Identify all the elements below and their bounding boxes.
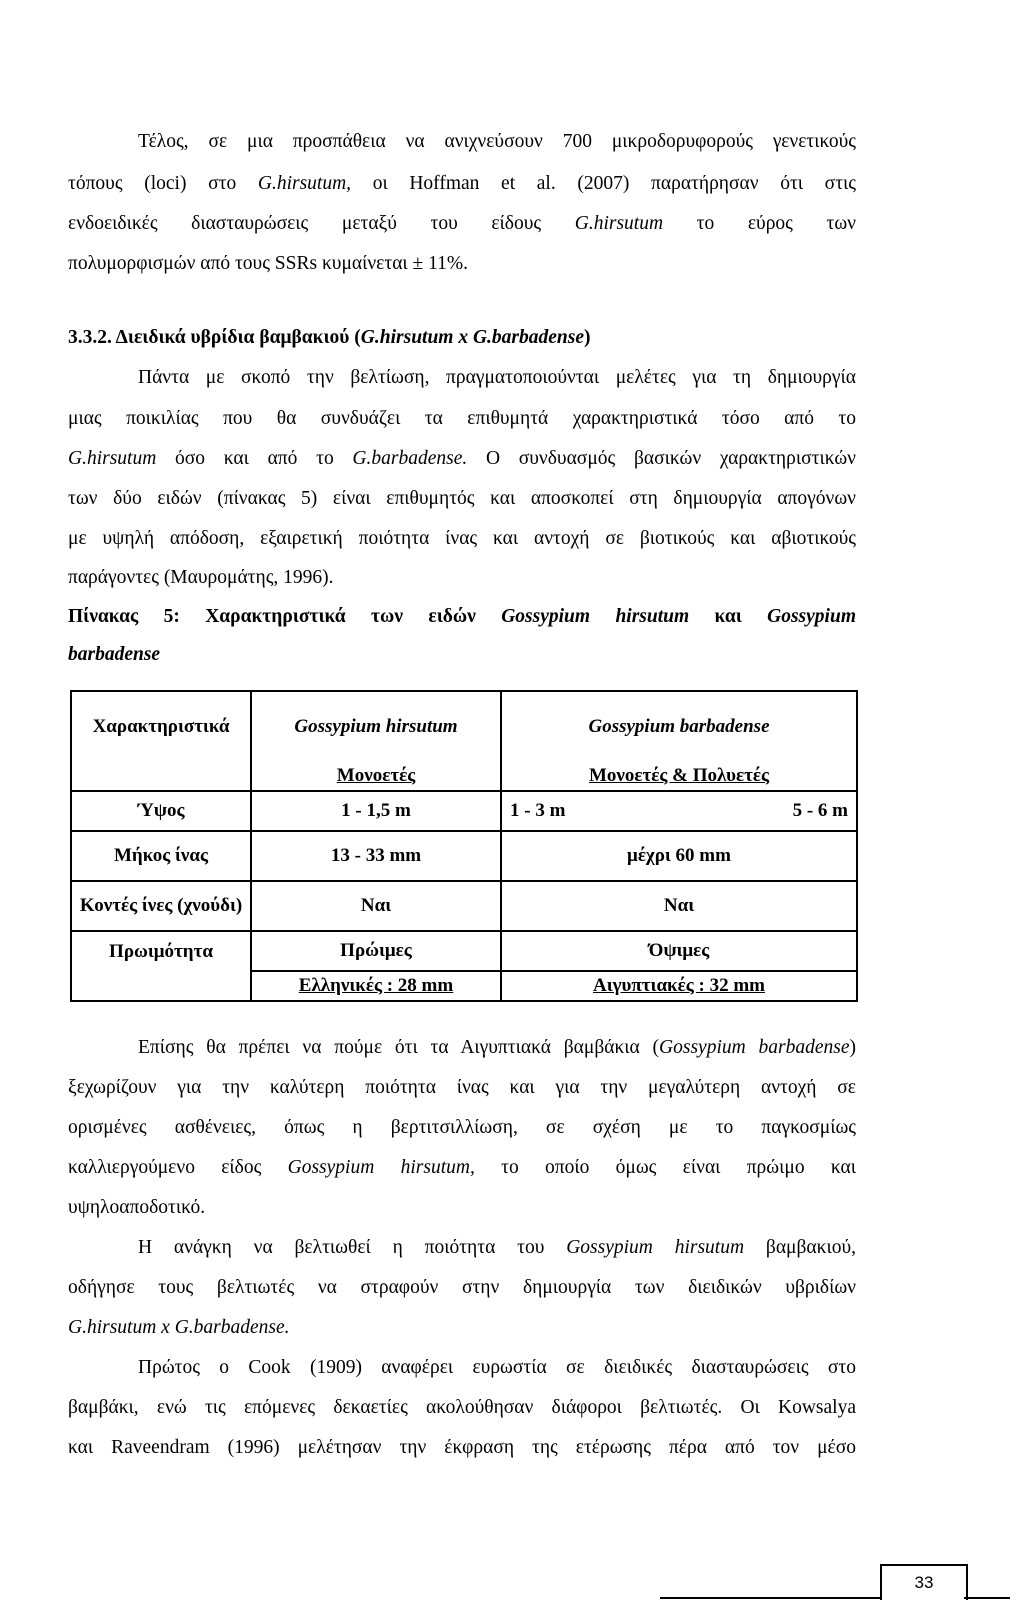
para4-line-3: και Raveendram (1996) μελέτησαν την έκφραση της ετέρωσης πέρα από τον μέσο: [68, 1437, 856, 1458]
table-cell: Ελληνικές : 28 mm: [251, 971, 501, 1001]
table-cell: Όψιμες: [501, 931, 857, 971]
section-heading: 3.3.2. Διειδικά υβρίδια βαμβακιού (G.hirsutum x G.barbadense): [68, 327, 591, 348]
para2-line-1: Επίσης θα πρέπει να πούμε ότι τα Αιγυπτιακά βαμβάκια (Gossypium barbadense): [138, 1037, 856, 1058]
table-cell: Αιγυπτιακές : 32 mm: [501, 971, 857, 1001]
header-characteristics: Χαρακτηριστικά: [71, 691, 251, 761]
table-cell: Μονοετές & Πολυετές: [501, 761, 857, 791]
table-row: [71, 881, 857, 931]
table-cell: 13 - 33 mm: [251, 831, 501, 881]
table-cell: [71, 761, 251, 791]
table-cell: Ναι: [501, 881, 857, 931]
para1-line-1: Πάντα με σκοπό την βελτίωση, πραγματοποιούνται μελέτες για τη δημιουργία: [138, 367, 856, 388]
table-row: [71, 761, 857, 791]
table-cell: Πρωιμότητα: [71, 931, 251, 971]
header-hirsutum: Gossypium hirsutum: [251, 691, 501, 761]
table-cell: Κοντές ίνες (χνούδι): [71, 881, 251, 931]
para1-line-6: παράγοντες (Μαυρομάτης, 1996).: [68, 567, 334, 588]
intro-line-3: ενδοειδικές διασταυρώσεις μεταξύ του είδους G.hirsutum το εύρος των: [68, 213, 856, 234]
table-cell: Ύψος: [71, 791, 251, 831]
footer-rule-right: [964, 1597, 1010, 1599]
intro-line-4: πολυμορφισμών από τους SSRs κυμαίνεται ± 11%.: [68, 253, 469, 274]
table-cell: 1 - 1,5 m: [251, 791, 501, 831]
table-row: [71, 931, 857, 971]
para1-line-4: των δύο ειδών (πίνακας 5) είναι επιθυμητός και αποσκοπεί στη δημιουργία απογόνων: [68, 488, 856, 509]
table-cell: Πρώιμες: [251, 931, 501, 971]
header-barbadense: Gossypium barbadense: [501, 691, 857, 761]
table-cell: Ναι: [251, 881, 501, 931]
table-cell: 1 - 3 m 5 - 6 m: [501, 791, 857, 831]
para1-line-3: G.hirsutum όσο και από το G.barbadense. Ο συνδυασμός βασικών χαρακτηριστικών: [68, 448, 856, 469]
para4-line-2: βαμβάκι, ενώ τις επόμενες δεκαετίες ακολούθησαν διάφοροι βελτιωτές. Οι Kowsalya: [68, 1397, 856, 1418]
table-header-row: [71, 691, 857, 761]
table-caption: Πίνακας 5: Χαρακτηριστικά των ειδών Gossypium hirsutum και Gossypium: [68, 606, 856, 627]
table-cell: μέχρι 60 mm: [501, 831, 857, 881]
species-name: G.hirsutum,: [257, 173, 352, 194]
para1-line-2: μιας ποικιλίας που θα συνδυάζει τα επιθυμητά χαρακτηριστικά τόσο από το: [68, 408, 856, 429]
table-row: [71, 971, 857, 1001]
para2-line-3: ορισμένες ασθένειες, όπως η βερτιτσιλλίωση, σε σχέση με το παγκοσμίως: [68, 1117, 856, 1138]
species-name: G.hirsutum: [574, 213, 664, 234]
page-number: 33: [880, 1564, 968, 1600]
para2-line-5: υψηλοαποδοτικό.: [68, 1197, 206, 1218]
para3-line-2: οδήγησε τους βελτιωτές να στραφούν στην δημιουργία των διειδικών υβριδίων: [68, 1277, 856, 1298]
footer-rule-left: [660, 1597, 882, 1599]
para3-line-3: G.hirsutum x G.barbadense.: [68, 1317, 290, 1338]
table-cell: [71, 971, 251, 1001]
intro-line-2: τόπους (loci) στο G.hirsutum, οι Hoffman et al. (2007) παρατήρησαν ότι στις: [68, 173, 856, 194]
table-caption-cont: barbadense: [68, 644, 161, 665]
table-row: [71, 791, 857, 831]
para3-line-1: Η ανάγκη να βελτιωθεί η ποιότητα του Gossypium hirsutum βαμβακιού,: [138, 1237, 856, 1258]
table-row: [71, 831, 857, 881]
para2-line-2: ξεχωρίζουν για την καλύτερη ποιότητα ίνας και για την μεγαλύτερη αντοχή σε: [68, 1077, 856, 1098]
table-cell: Μήκος ίνας: [71, 831, 251, 881]
para2-line-4: καλλιεργούμενο είδος Gossypium hirsutum, το οποίο όμως είναι πρώιμο και: [68, 1157, 856, 1178]
species-table: [70, 690, 858, 1002]
para1-line-5: με υψηλή απόδοση, εξαιρετική ποιότητα ίνας και αντοχή σε βιοτικούς και αβιοτικούς: [68, 528, 856, 549]
para4-line-1: Πρώτος ο Cook (1909) αναφέρει ευρωστία σε διειδικές διασταυρώσεις στο: [138, 1357, 856, 1378]
intro-line-1: Τέλος, σε μια προσπάθεια να ανιχνεύσουν 700 μικροδορυφορούς γενετικούς: [138, 131, 856, 152]
table-cell: Μονοετές: [251, 761, 501, 791]
